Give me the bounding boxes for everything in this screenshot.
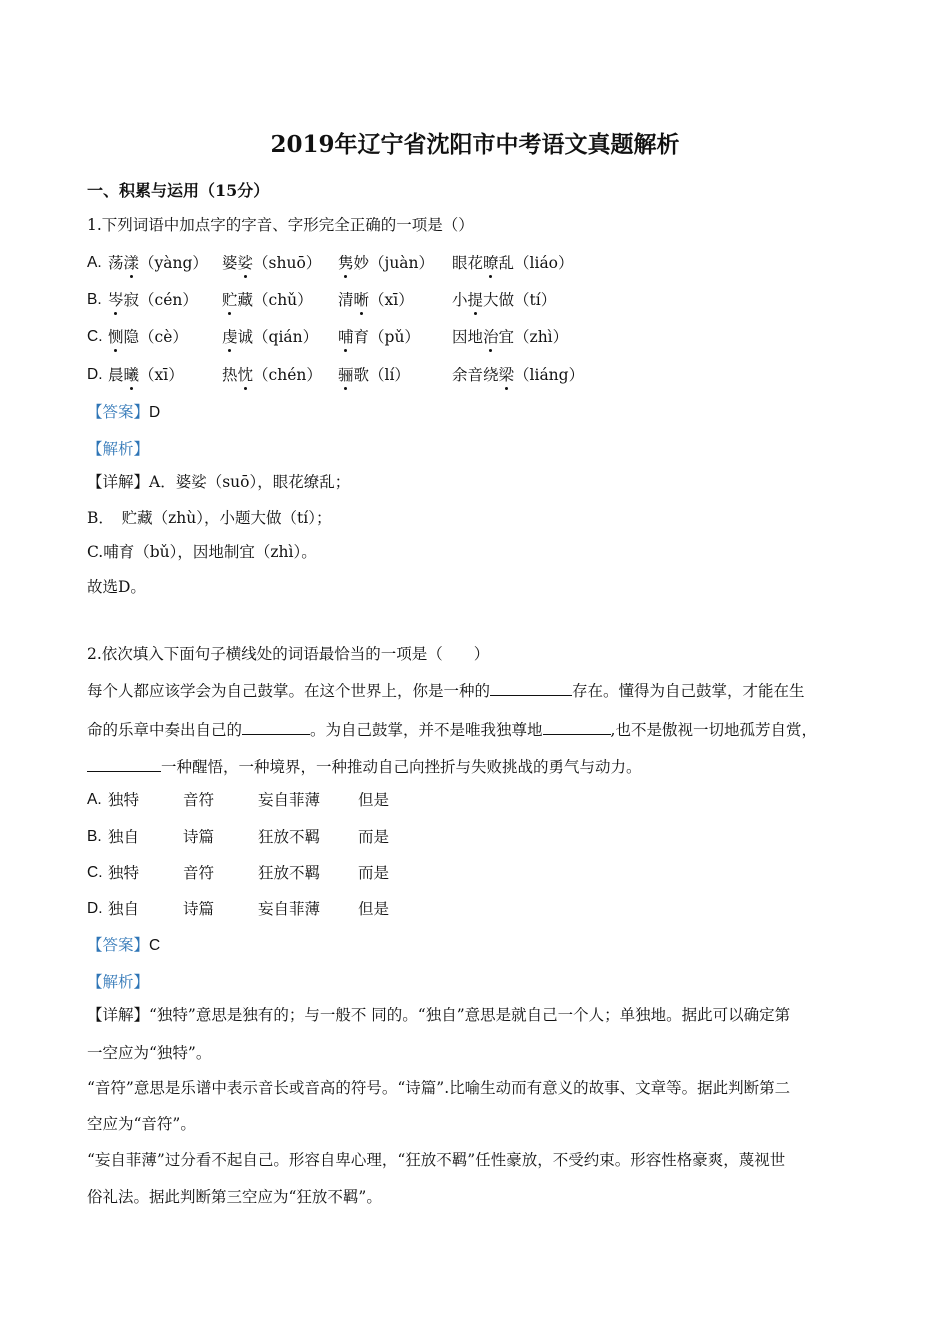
q1-detail-line: 【详解】A．婆娑（suō），眼花缭乱； — [87, 473, 351, 491]
fill-blank — [87, 756, 161, 772]
dotted-char: 漾 — [123, 254, 140, 272]
dotted-char: 岑 — [108, 291, 124, 309]
dotted-char: 曦 — [123, 366, 140, 384]
option-word: 狂放不羁 — [258, 828, 321, 846]
option-label: C. — [87, 864, 103, 881]
option-word: 骊歌（lí） — [338, 366, 410, 384]
option-word: 音符 — [183, 864, 215, 882]
q2-passage-line: 命的乐章中奏出自己的 。为自己鼓掌，并不是唯我独尊地 ,也不是傲视一切地孤芳自赏， — [87, 721, 817, 739]
q2-answer — [87, 935, 160, 956]
q1-detail-line: C.哺育（bǔ），因地制宜（zhì）。 — [87, 543, 317, 561]
q2-detail-line: 一空应为“独特”。 — [87, 1044, 212, 1062]
dotted-char: 晰 — [353, 291, 370, 309]
dotted-char: 贮 — [222, 291, 238, 309]
option-label: B. — [87, 828, 102, 845]
page-title: 2019年辽宁省沈阳市中考语文真题解析 — [270, 131, 680, 158]
dotted-char: 恻 — [108, 328, 124, 346]
option-word: 隽妙（juàn） — [338, 254, 435, 272]
option-label: A. — [87, 791, 102, 808]
option-word: 虔诚（qián） — [222, 328, 319, 346]
dotted-char: 隽 — [338, 254, 354, 272]
option-label: D. — [87, 900, 103, 917]
option-label: B. — [87, 291, 102, 308]
option-label: A. — [87, 254, 102, 271]
q1-detail-line: 故选D。 — [87, 578, 146, 596]
answer-value: C — [149, 937, 161, 954]
option-word: 独自 — [108, 900, 140, 918]
dotted-char: 治 — [483, 328, 499, 346]
option-word: 诗篇 — [183, 900, 215, 918]
answer-value: D — [149, 404, 161, 421]
option-word: 妄自菲薄 — [258, 791, 321, 809]
option-word: 独特 — [108, 864, 140, 882]
dotted-char: 虔 — [222, 328, 238, 346]
option-word: 眼花暸乱（liáo） — [452, 254, 574, 272]
option-word: 而是 — [358, 864, 390, 882]
option-word: 诗篇 — [183, 828, 215, 846]
option-word: 音符 — [183, 791, 215, 809]
option-label: D. — [87, 366, 103, 383]
q2-stem: 2.依次填入下面句子横线处的词语最恰当的一项是（ ） — [87, 645, 490, 663]
q2-detail-line: 空应为“音符”。 — [87, 1115, 196, 1133]
q2-detail-line: 俗礼法。据此判断第三空应为“狂放不羁”。 — [87, 1188, 382, 1206]
option-word: 但是 — [358, 791, 390, 809]
option-word: 余音绕梁（liáng） — [452, 366, 585, 384]
answer-tag: 【答案】 — [87, 936, 150, 954]
fill-blank — [490, 680, 572, 696]
q2-detail-line: 【详解】“独特”意思是独有的；与一般不 同的。“独自”意思是就自己一个人；单独地。据此可以确定第 — [87, 1006, 791, 1024]
option-word: 岑寂（cén） — [108, 291, 198, 309]
option-word: 狂放不羁 — [258, 864, 321, 882]
dotted-char: 梁 — [498, 366, 515, 384]
q2-passage-line: 一种醒悟，一种境界，一种推动自己向挫折与失败挑战的勇气与动力。 — [87, 756, 642, 777]
option-word: 清晰（xī） — [338, 291, 414, 309]
fill-blank — [543, 719, 611, 735]
option-word: 婆娑（shuō） — [222, 254, 322, 272]
q1-detail-line: B． 贮藏（zhù），小题大做（tí）； — [87, 509, 332, 527]
q2-detail-line: “音符”意思是乐谱中表示音长或音高的符号。“诗篇”.比喻生动而有意义的故事、文章等。据此判断第二 — [87, 1079, 791, 1097]
section-heading: 一、积累与运用（15分） — [87, 181, 270, 200]
option-word: 妄自菲薄 — [258, 900, 321, 918]
option-word: 而是 — [358, 828, 390, 846]
q1-stem: 1.下列词语中加点字的字音、字形完全正确的一项是（） — [87, 216, 474, 234]
dotted-char: 忱 — [237, 366, 254, 384]
q2-analysis-tag: 【解析】 — [87, 973, 150, 991]
option-word: 恻隐（cè） — [108, 328, 188, 346]
option-word: 哺育（pǔ） — [338, 328, 420, 346]
q1-analysis-tag: 【解析】 — [87, 440, 150, 458]
option-word: 晨曦（xī） — [108, 366, 184, 384]
option-word: 荡漾（yàng） — [108, 254, 208, 272]
answer-tag: 【答案】 — [87, 403, 150, 421]
dotted-char: 娑 — [237, 254, 254, 272]
option-word: 独特 — [108, 791, 140, 809]
option-word: 热忱（chén） — [222, 366, 322, 384]
dotted-char: 提 — [467, 291, 484, 309]
dotted-char: 哺 — [338, 328, 354, 346]
dotted-char: 暸 — [483, 254, 499, 272]
fill-blank — [242, 719, 310, 735]
option-label: C. — [87, 328, 103, 345]
option-word: 贮藏（chǔ） — [222, 291, 313, 309]
q2-passage-line: 每个人都应该学会为自己鼓掌。在这个世界上，你是一种的 存在。懂得为自己鼓掌，才能在生 — [87, 682, 805, 700]
option-word: 小提大做（tí） — [452, 291, 557, 309]
q2-detail-line: “妄自菲薄”过分看不起自己。形容自卑心理，“狂放不羁”任性豪放，不受约束。形容性格豪爽，蔑视世 — [87, 1151, 786, 1169]
option-word: 但是 — [358, 900, 390, 918]
q1-answer — [87, 402, 160, 423]
dotted-char: 骊 — [338, 366, 354, 384]
option-word: 因地治宜（zhì） — [452, 328, 569, 346]
option-word: 独自 — [108, 828, 140, 846]
